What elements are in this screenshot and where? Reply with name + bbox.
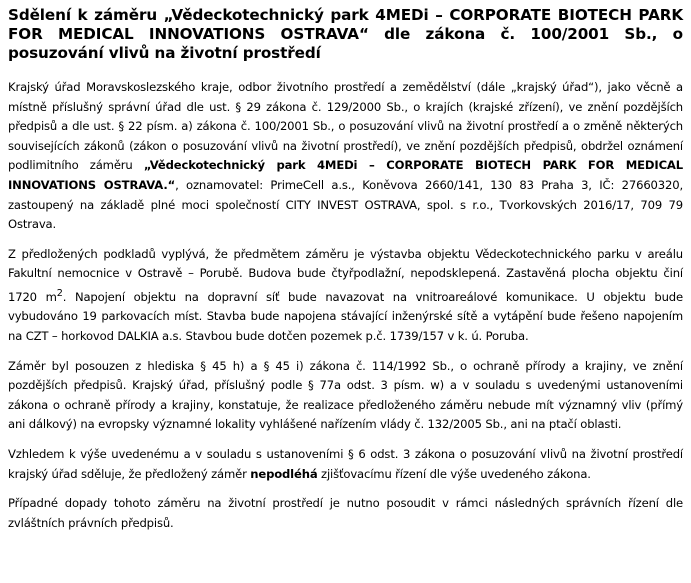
project-name-bold: „Vědeckotechnický park 4MEDi – CORPORATE BIOTECH PARK FOR MEDICAL INNOVATIONS OSTRAVA.“ (8, 158, 683, 192)
paragraph-text: zjišťovacímu řízení dle výše uvedeného zákona. (317, 466, 591, 481)
paragraph-conclusion (8, 445, 683, 484)
paragraph-nature-assessment: Záměr byl posouzen z hlediska § 45 h) a § 45 i) zákona č. 114/1992 Sb., o ochraně přírody a krajiny, ve znění pozdějších předpisů. Krajský úřad, příslušný podle § 77a odst. 3 písm. w) a v souladu s uvedenými ustanoveními zákona o ochraně přírody a krajiny, konstatuje, že realizace předloženého záměru nebude mít významný vliv (přímý ani dálkový) na evropsky významné lokality vyhlášené nařízením vlády č. 132/2005 Sb., ani na ptačí oblasti. (8, 358, 683, 432)
paragraph-text: Krajský úřad Moravskoslezského kraje, odbor životního prostředí a zemědělství (dále „krajský úřad“), jako věcně a místně příslušný správní úřad dle ust. § 29 zákona č. 129/2000 Sb., o krajích (krajské zřízení), ve znění pozdějších předpisů a dle ust. § 22 písm. a) zákona č. 100/2001 Sb., o posuzování vlivů na životní prostředí a o změně některých souvisejících zákonů (zákon o posuzování vlivů na životní prostředí), ve znění pozdějších předpisů, obdržel oznámení podlimitního záměru (8, 80, 683, 173)
paragraph-project-description (8, 245, 683, 347)
paragraph-further-proceedings: Případné dopady tohoto záměru na životní prostředí je nutno posoudit v rámci následných správních řízení dle zvláštních právních předpisů. (8, 496, 683, 530)
paragraph-notice-received (8, 78, 683, 235)
conclusion-bold: nepodléhá (250, 466, 318, 481)
paragraph-text: , oznamovatel: PrimeCell a.s., Koněvova 2660/141, 130 83 Praha 3, IČ: 27660320, zastoupený na základě plné moci společností CITY INVEST OSTRAVA, spol. s r.o., Tvorkovských 2016/17, 709 79 Ostrava. (8, 177, 683, 232)
paragraph-text: . Napojení objektu na dopravní síť bude navazovat na vnitroareálové komunikace. U objektu bude vybudováno 19 parkovacích míst. Stavba bude napojena stávající inženýrské sítě a vytápění bude řešeno napojením na CZT – horkovod DALKIA a.s. Stavbou bude dotčen pozemek p.č. 1739/157 v k. ú. Poruba. (8, 289, 683, 343)
superscript: 2 (56, 287, 63, 299)
paragraph-text: Z předložených podkladů vyplývá, že předmětem záměru je výstavba objektu Vědeckotechnického parku v areálu Fakultní nemocnice v Ostravě – Porubě. Budova bude čtyřpodlažní, nepodsklepená. Zastavěná plocha objektu činí 1720 m (8, 246, 683, 304)
paragraph-text: Vzhledem k výše uvedenému a v souladu s ustanoveními § 6 odst. 3 zákona o posuzování vlivů na životní prostředí krajský úřad sděluje, že předložený záměr (8, 446, 683, 481)
document-title: Sdělení k záměru „Vědeckotechnický park 4MEDi – CORPORATE BIOTECH PARK FOR MEDICAL INNOVATIONS OSTRAVA“ dle zákona č. 100/2001 Sb., o posuzování vlivů na životní prostředí (8, 6, 683, 62)
